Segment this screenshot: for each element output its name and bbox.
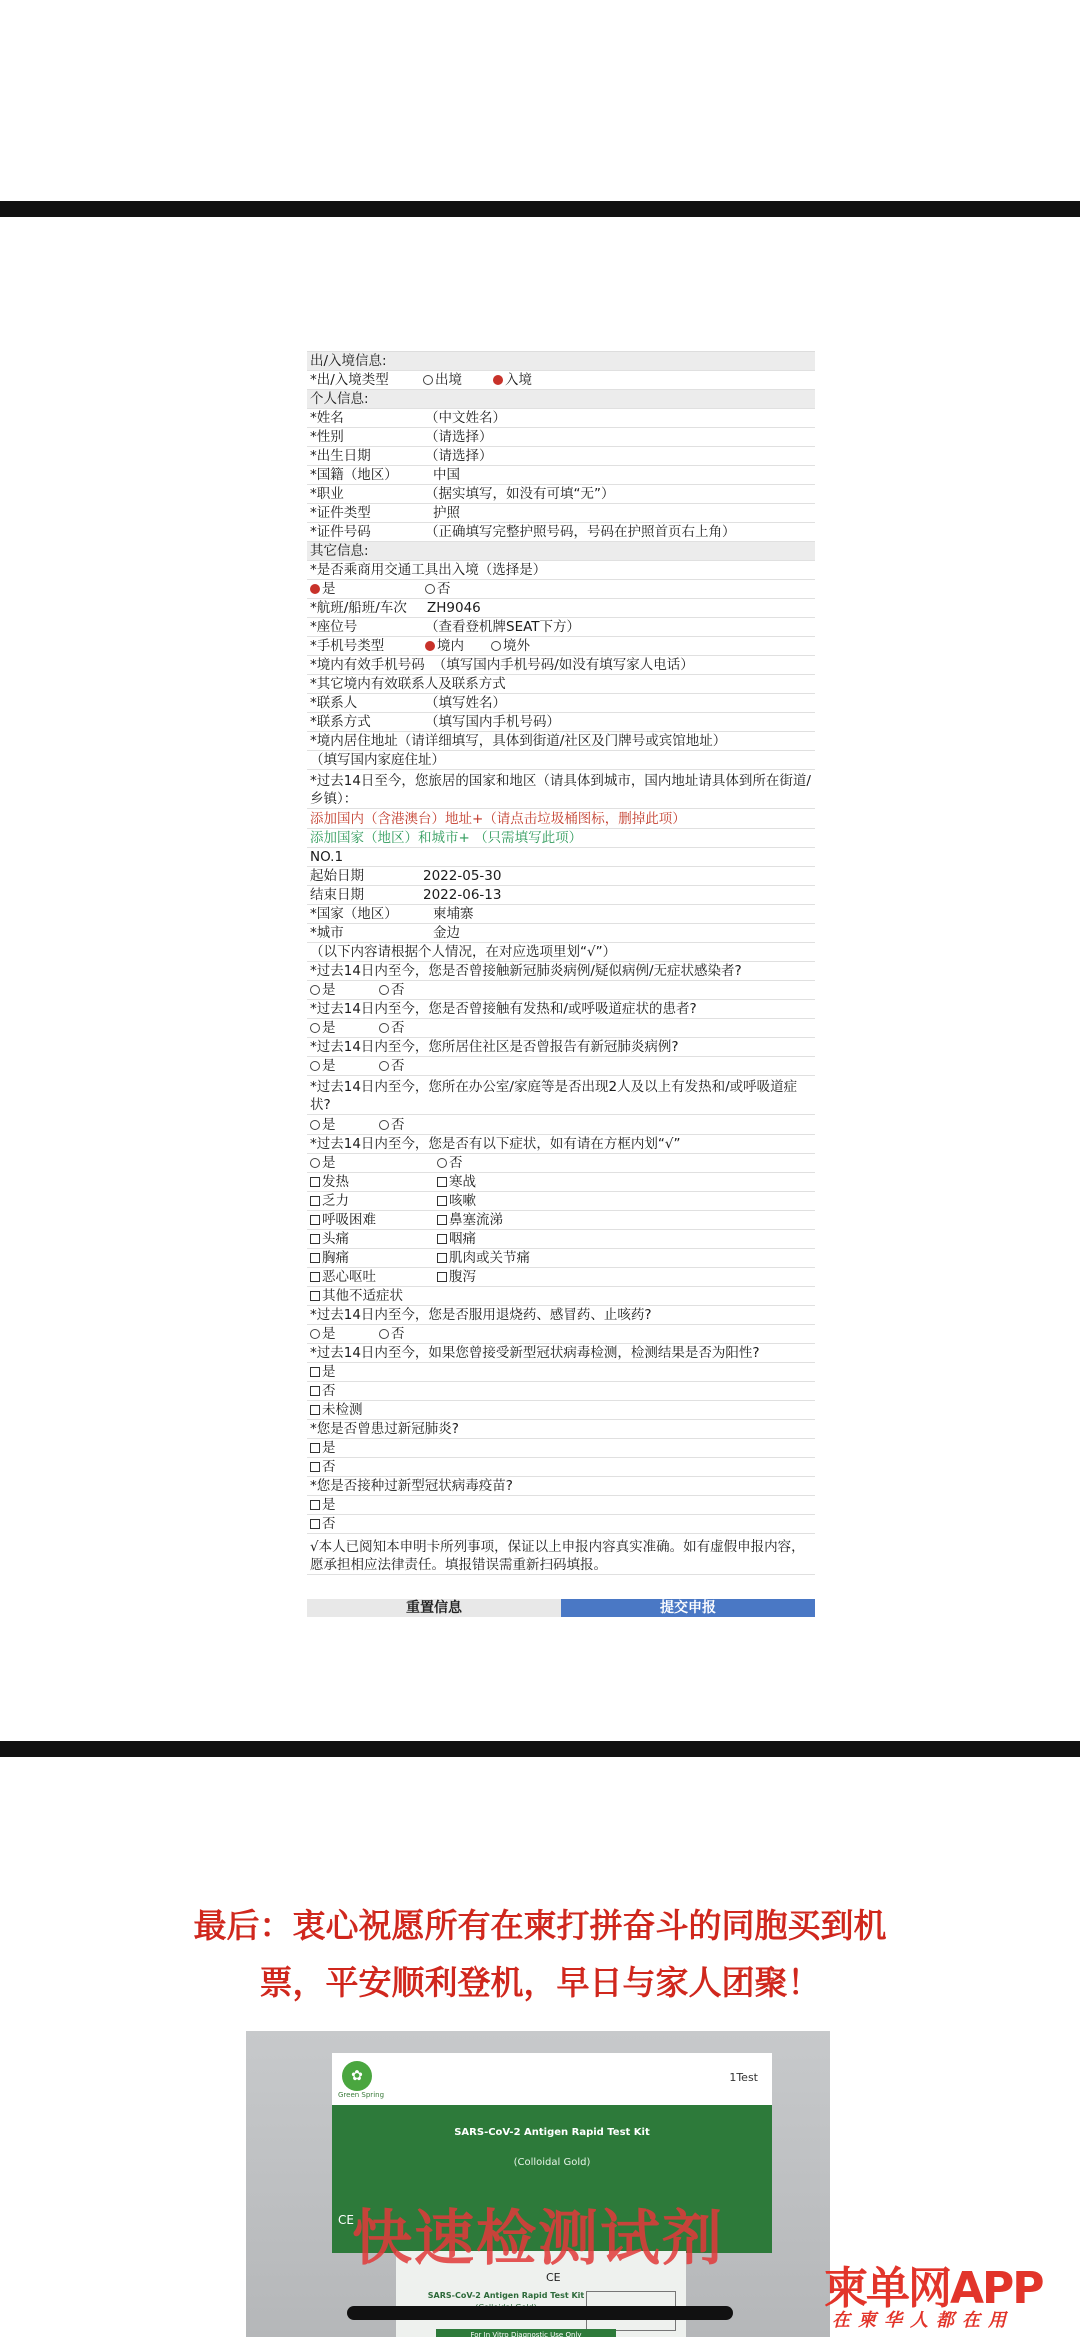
end-label: 结束日期 bbox=[310, 887, 364, 903]
contact-person-hint: （填写姓名） bbox=[425, 695, 506, 711]
checkbox-icon bbox=[310, 1291, 320, 1301]
row-divider bbox=[307, 1056, 815, 1057]
row-divider bbox=[307, 560, 815, 561]
row-divider bbox=[307, 617, 815, 618]
entry-out-label: 出境 bbox=[435, 372, 462, 388]
row-divider bbox=[307, 427, 815, 428]
row-divider bbox=[307, 1343, 815, 1344]
row-divider bbox=[307, 598, 815, 599]
radio-selected-icon bbox=[425, 641, 435, 651]
symptom-label: 呼吸困难 bbox=[322, 1212, 376, 1228]
symptom-chills[interactable] bbox=[437, 1173, 476, 1191]
country-value: 柬埔寨 bbox=[433, 906, 474, 922]
radio-icon bbox=[379, 1023, 389, 1033]
address-hint[interactable]: （填写国内家庭住址） bbox=[310, 752, 445, 768]
radio-icon bbox=[491, 641, 501, 651]
contact-section: *其它境内有效联系人及联系方式 bbox=[310, 676, 506, 692]
q1: *过去14日内至今，您是否曾接触新冠肺炎病例/疑似病例/无症状感染者? bbox=[310, 963, 742, 979]
q6: *过去14日内至今，您是否服用退烧药、感冒药、止咳药? bbox=[310, 1307, 652, 1323]
checkbox-icon bbox=[310, 1386, 320, 1396]
home-indicator[interactable] bbox=[347, 2306, 733, 2320]
row-divider bbox=[307, 1075, 815, 1076]
dob-hint: （请选择） bbox=[425, 448, 493, 464]
q1-yes-label: 是 bbox=[322, 982, 336, 998]
phone-domestic-option[interactable] bbox=[425, 637, 464, 655]
row-divider bbox=[307, 769, 815, 770]
country-row[interactable] bbox=[307, 905, 815, 923]
row-divider bbox=[307, 484, 815, 485]
kit-front-title: SARS-CoV-2 Antigen Rapid Test Kit bbox=[427, 2291, 585, 2300]
symptom-nausea[interactable] bbox=[310, 1269, 376, 1285]
q5-no[interactable] bbox=[437, 1154, 463, 1172]
q9: *您是否接种过新型冠状病毒疫苗? bbox=[310, 1478, 513, 1494]
start-label: 起始日期 bbox=[310, 868, 364, 884]
box-top-panel bbox=[332, 2053, 772, 2105]
row-divider bbox=[307, 1114, 815, 1115]
row-divider bbox=[307, 446, 815, 447]
radio-selected-icon bbox=[493, 375, 503, 385]
symptom-label: 头痛 bbox=[322, 1231, 349, 1247]
checkbox-icon bbox=[437, 1253, 447, 1263]
radio-icon bbox=[423, 375, 433, 385]
symptom-row bbox=[307, 1230, 815, 1248]
symptom-label: 咳嗽 bbox=[449, 1193, 476, 1209]
row-divider bbox=[307, 465, 815, 466]
radio-icon bbox=[379, 1120, 389, 1130]
row-divider bbox=[307, 1574, 815, 1575]
row-divider bbox=[307, 1362, 815, 1363]
radio-icon bbox=[379, 985, 389, 995]
q8-yes-label: 是 bbox=[322, 1440, 336, 1456]
q7-yes[interactable] bbox=[307, 1363, 815, 1381]
q6-no-label: 否 bbox=[391, 1326, 405, 1342]
contact-person-row[interactable] bbox=[307, 694, 815, 712]
radio-icon bbox=[425, 584, 435, 594]
phone-abroad-label: 境外 bbox=[503, 638, 530, 654]
row-divider bbox=[307, 1305, 815, 1306]
row-divider bbox=[307, 808, 815, 809]
row-divider bbox=[307, 1153, 815, 1154]
row-divider bbox=[307, 503, 815, 504]
q2-no-label: 否 bbox=[391, 1020, 405, 1036]
idno-row[interactable] bbox=[307, 523, 815, 541]
add-foreign-link[interactable]: 添加国家（地区）和城市+ （只需填写此项） bbox=[310, 830, 583, 846]
q5-yes-label: 是 bbox=[322, 1155, 336, 1171]
symptom-sore-throat[interactable] bbox=[437, 1230, 476, 1248]
q7-no-label: 否 bbox=[322, 1383, 336, 1399]
app-watermark-brand: 柬单网APP bbox=[824, 2263, 1043, 2314]
row-divider bbox=[307, 1037, 815, 1038]
symptom-label: 胸痛 bbox=[322, 1250, 349, 1266]
end-value: 2022-06-13 bbox=[423, 887, 502, 903]
row-divider bbox=[307, 1533, 815, 1534]
row-divider bbox=[307, 522, 815, 523]
q6-yes[interactable] bbox=[310, 1326, 336, 1342]
checkbox-icon bbox=[310, 1405, 320, 1415]
row-divider bbox=[307, 1324, 815, 1325]
phone-hint: （填写国内手机号码/如没有填写家人电话） bbox=[432, 657, 694, 673]
radio-selected-icon bbox=[310, 584, 320, 594]
health-note: （以下内容请根据个人情况，在对应选项里划“√”） bbox=[310, 944, 617, 960]
symptom-chest-pain[interactable] bbox=[310, 1250, 349, 1266]
entry-type-label: *出/入境类型 bbox=[310, 372, 389, 388]
checkbox-icon bbox=[310, 1215, 320, 1225]
idtype-row[interactable] bbox=[307, 504, 815, 522]
contact-person-label: *联系人 bbox=[310, 695, 358, 711]
q4-yes-label: 是 bbox=[322, 1117, 336, 1133]
q8-no[interactable] bbox=[307, 1458, 815, 1476]
phone-label: *境内有效手机号码 bbox=[310, 657, 425, 673]
checkbox-icon bbox=[310, 1253, 320, 1263]
row-divider bbox=[307, 1172, 815, 1173]
row-divider bbox=[307, 1229, 815, 1230]
flight-label: *航班/船班/车次 bbox=[310, 600, 407, 616]
declaration-text[interactable]: √本人已阅知本申明卡所列事项，保证以上申报内容真实准确。如有虚假申报内容，愿承担相应法律责任。填报错误需重新扫码填报。 bbox=[310, 1539, 805, 1573]
travel-question: *过去14日至今，您旅居的国家和地区（请具体到城市，国内地址请具体到所在街道/乡镇）： bbox=[310, 773, 811, 807]
section-personal: 个人信息: bbox=[307, 390, 815, 408]
rapid-test-overlay-text: 快速检测试剂 bbox=[352, 2204, 724, 2274]
row-divider bbox=[307, 655, 815, 656]
symptom-label: 肌肉或关节痛 bbox=[449, 1250, 530, 1266]
q4-options bbox=[307, 1116, 815, 1134]
entry-in-option[interactable] bbox=[493, 371, 532, 389]
q3: *过去14日内至今，您所居住社区是否曾报告有新冠肺炎病例? bbox=[310, 1039, 679, 1055]
nationality-row[interactable] bbox=[307, 466, 815, 484]
radio-icon bbox=[310, 1120, 320, 1130]
q2-yes[interactable] bbox=[310, 1020, 336, 1036]
row-divider bbox=[307, 885, 815, 886]
radio-icon bbox=[310, 1061, 320, 1071]
phone-type-label: *手机号类型 bbox=[310, 638, 385, 654]
idno-hint: （正确填写完整护照号码，号码在护照首页右上角） bbox=[425, 524, 736, 540]
row-divider bbox=[307, 370, 815, 371]
checkbox-icon bbox=[310, 1500, 320, 1510]
end-date-row[interactable] bbox=[307, 886, 815, 904]
row-divider bbox=[307, 389, 815, 390]
row-divider bbox=[307, 980, 815, 981]
transport-question: *是否乘商用交通工具出入境（选择是） bbox=[310, 562, 547, 578]
start-date-row[interactable] bbox=[307, 867, 815, 885]
city-row[interactable] bbox=[307, 924, 815, 942]
ce-mark: CE bbox=[546, 2271, 561, 2284]
transport-no-option[interactable] bbox=[425, 580, 451, 598]
entry-out-option[interactable] bbox=[423, 371, 462, 389]
radio-icon bbox=[379, 1061, 389, 1071]
nationality-value: 中国 bbox=[433, 467, 460, 483]
closing-message-line-1: 最后：衷心祝愿所有在柬打拼奋斗的同胞买到机 bbox=[193, 1906, 887, 1945]
radio-icon bbox=[310, 985, 320, 995]
q7-not-tested[interactable] bbox=[307, 1401, 815, 1419]
contact-method-row[interactable] bbox=[307, 713, 815, 731]
phone-abroad-option[interactable] bbox=[491, 637, 530, 655]
symptom-row bbox=[307, 1268, 815, 1286]
checkbox-icon bbox=[310, 1177, 320, 1187]
checkbox-icon bbox=[437, 1215, 447, 1225]
top-divider bbox=[0, 201, 1080, 217]
q2-yes-label: 是 bbox=[322, 1020, 336, 1036]
reset-button[interactable]: 重置信息 bbox=[307, 1599, 561, 1617]
symptom-label: 咽痛 bbox=[449, 1231, 476, 1247]
q3-yes[interactable] bbox=[310, 1058, 336, 1074]
checkbox-icon bbox=[437, 1196, 447, 1206]
radio-icon bbox=[310, 1023, 320, 1033]
idno-label: *证件号码 bbox=[310, 524, 371, 540]
transport-no-label: 否 bbox=[437, 581, 451, 597]
one-test-label: 1Test bbox=[729, 2071, 758, 2084]
occupation-hint: （据实填写，如没有可填“无”） bbox=[425, 486, 615, 502]
ce-mark: CE bbox=[338, 2213, 354, 2227]
q5: *过去14日内至今，您是否有以下症状，如有请在方框内划“√” bbox=[310, 1136, 681, 1152]
symptom-label: 鼻塞流涕 bbox=[449, 1212, 503, 1228]
row-divider bbox=[307, 1134, 815, 1135]
row-divider bbox=[307, 1248, 815, 1249]
seat-label: *座位号 bbox=[310, 619, 358, 635]
checkbox-icon bbox=[310, 1196, 320, 1206]
seat-hint: （查看登机牌SEAT下方） bbox=[425, 619, 581, 635]
symptom-cough[interactable] bbox=[437, 1192, 476, 1210]
symptom-row bbox=[307, 1173, 815, 1191]
occupation-label: *职业 bbox=[310, 486, 344, 502]
q6-yes-label: 是 bbox=[322, 1326, 336, 1342]
checkbox-icon bbox=[437, 1234, 447, 1244]
phone-domestic-label: 境内 bbox=[437, 638, 464, 654]
symptom-label: 其他不适症状 bbox=[322, 1288, 403, 1304]
row-divider bbox=[307, 828, 815, 829]
q9-yes[interactable] bbox=[307, 1496, 815, 1514]
row-divider bbox=[307, 1438, 815, 1439]
dob-label: *出生日期 bbox=[310, 448, 371, 464]
address-label: *境内居住地址（请详细填写，具体到街道/社区及门牌号或宾馆地址） bbox=[310, 733, 727, 749]
idtype-value: 护照 bbox=[433, 505, 460, 521]
row-divider bbox=[307, 750, 815, 751]
symptom-other[interactable] bbox=[307, 1287, 815, 1305]
q3-no-label: 否 bbox=[391, 1058, 405, 1074]
gender-hint: （请选择） bbox=[425, 429, 493, 445]
symptom-fever[interactable] bbox=[310, 1174, 349, 1190]
symptom-label: 乏力 bbox=[322, 1193, 349, 1209]
closing-message-line-2: 票，平安顺利登机，早日与家人团聚！ bbox=[259, 1963, 821, 2002]
kit-title: SARS-CoV-2 Antigen Rapid Test Kit bbox=[454, 2127, 650, 2138]
city-label: *城市 bbox=[310, 925, 344, 941]
ivd-strip: For In Vitro Diagnostic Use Only bbox=[436, 2329, 616, 2337]
q6-no[interactable] bbox=[379, 1325, 405, 1343]
q7-not-tested-label: 未检测 bbox=[322, 1402, 363, 1418]
radio-icon bbox=[310, 1158, 320, 1168]
idtype-label: *证件类型 bbox=[310, 505, 371, 521]
occupation-row[interactable] bbox=[307, 485, 815, 503]
row-divider bbox=[307, 923, 815, 924]
q4-yes[interactable] bbox=[310, 1117, 336, 1133]
q8: *您是否曾患过新冠肺炎? bbox=[310, 1421, 459, 1437]
symptom-headache[interactable] bbox=[310, 1231, 349, 1247]
row-divider bbox=[307, 847, 815, 848]
row-divider bbox=[307, 866, 815, 867]
symptom-row bbox=[307, 1249, 815, 1267]
dob-row[interactable] bbox=[307, 447, 815, 465]
symptom-diarrhea[interactable] bbox=[437, 1268, 476, 1286]
gender-row[interactable] bbox=[307, 428, 815, 446]
row-divider bbox=[307, 999, 815, 1000]
symptom-label: 腹泻 bbox=[449, 1269, 476, 1285]
q7-no[interactable] bbox=[307, 1382, 815, 1400]
country-label: *国家（地区） bbox=[310, 906, 398, 922]
row-divider bbox=[307, 731, 815, 732]
row-divider bbox=[307, 961, 815, 962]
q2-no[interactable] bbox=[379, 1019, 405, 1037]
symptom-breathing[interactable] bbox=[310, 1212, 376, 1228]
q1-options bbox=[307, 981, 815, 999]
row-divider bbox=[307, 674, 815, 675]
symptom-nasal[interactable] bbox=[437, 1211, 503, 1229]
submit-button[interactable]: 提交申报 bbox=[561, 1599, 815, 1617]
row-divider bbox=[307, 1514, 815, 1515]
add-domestic-link[interactable]: 添加国内（含港澳台）地址+（请点击垃圾桶图标，删掉此项） bbox=[310, 811, 686, 827]
row-divider bbox=[307, 1457, 815, 1458]
q1-yes[interactable] bbox=[310, 982, 336, 998]
q1-no-label: 否 bbox=[391, 982, 405, 998]
row-divider bbox=[307, 942, 815, 943]
name-label: *姓名 bbox=[310, 410, 344, 426]
row-divider bbox=[307, 408, 815, 409]
q4-no-label: 否 bbox=[391, 1117, 405, 1133]
checkbox-icon bbox=[437, 1272, 447, 1282]
name-row[interactable] bbox=[307, 409, 815, 427]
transport-yes-label: 是 bbox=[322, 581, 336, 597]
q7: *过去14日内至今，如果您曾接受新型冠状病毒检测，检测结果是否为阳性? bbox=[310, 1345, 760, 1361]
checkbox-icon bbox=[310, 1443, 320, 1453]
phone-row[interactable] bbox=[307, 656, 815, 674]
q2: *过去14日内至今，您是否曾接触有发热和/或呼吸道症状的患者? bbox=[310, 1001, 697, 1017]
kit-subtitle: (Colloidal Gold) bbox=[513, 2157, 591, 2168]
name-hint: （中文姓名） bbox=[425, 410, 506, 426]
q3-options bbox=[307, 1057, 815, 1075]
declaration-form-screenshot bbox=[307, 351, 815, 1616]
flight-row[interactable] bbox=[307, 599, 815, 617]
test-kit-photo bbox=[246, 2031, 830, 2337]
symptom-row bbox=[307, 1211, 815, 1229]
q9-yes-label: 是 bbox=[322, 1497, 336, 1513]
section-entry: 出/入境信息: bbox=[307, 352, 815, 370]
q3-no[interactable] bbox=[379, 1057, 405, 1075]
row-divider bbox=[307, 1381, 815, 1382]
row-divider bbox=[307, 904, 815, 905]
q2-options bbox=[307, 1019, 815, 1037]
checkbox-icon bbox=[310, 1234, 320, 1244]
row-divider bbox=[307, 693, 815, 694]
row-divider bbox=[307, 1210, 815, 1211]
q4: *过去14日内至今，您所在办公室/家庭等是否出现2人及以上有发热和/或呼吸道症状? bbox=[310, 1079, 798, 1113]
q6-options bbox=[307, 1325, 815, 1343]
q3-yes-label: 是 bbox=[322, 1058, 336, 1074]
brand-logo-text: Green Spring bbox=[338, 2091, 385, 2099]
symptom-label: 寒战 bbox=[449, 1174, 476, 1190]
start-value: 2022-05-30 bbox=[423, 868, 502, 884]
row-divider bbox=[307, 541, 815, 542]
checkbox-icon bbox=[310, 1367, 320, 1377]
leaf-logo-icon: ✿ bbox=[342, 2061, 372, 2091]
q9-no-label: 否 bbox=[322, 1516, 336, 1532]
symptom-fatigue[interactable] bbox=[310, 1193, 349, 1209]
symptom-row bbox=[307, 1192, 815, 1210]
phone-type-row bbox=[307, 637, 815, 655]
q4-no[interactable] bbox=[379, 1116, 405, 1134]
row-divider bbox=[307, 1286, 815, 1287]
row-divider bbox=[307, 1400, 815, 1401]
entry-in-label: 入境 bbox=[505, 372, 532, 388]
section-other: 其它信息: bbox=[307, 542, 815, 560]
row-divider bbox=[307, 1495, 815, 1496]
transport-options bbox=[307, 580, 815, 598]
transport-yes-option[interactable] bbox=[310, 581, 336, 597]
symptom-muscle-pain[interactable] bbox=[437, 1249, 530, 1267]
checkbox-icon bbox=[310, 1272, 320, 1282]
checkbox-icon bbox=[437, 1177, 447, 1187]
city-value: 金边 bbox=[433, 925, 460, 941]
q8-no-label: 否 bbox=[322, 1459, 336, 1475]
row-divider bbox=[307, 1191, 815, 1192]
entry-type-row bbox=[307, 371, 815, 389]
row-divider bbox=[307, 1419, 815, 1420]
radio-icon bbox=[310, 1329, 320, 1339]
q5-no-label: 否 bbox=[449, 1155, 463, 1171]
checkbox-icon bbox=[310, 1462, 320, 1472]
radio-icon bbox=[437, 1158, 447, 1168]
q8-yes[interactable] bbox=[307, 1439, 815, 1457]
row-divider bbox=[307, 636, 815, 637]
checkbox-icon bbox=[310, 1519, 320, 1529]
q5-options bbox=[307, 1154, 815, 1172]
contact-method-label: *联系方式 bbox=[310, 714, 371, 730]
nationality-label: *国籍（地区） bbox=[310, 467, 398, 483]
q5-yes[interactable] bbox=[310, 1155, 336, 1171]
row-divider bbox=[307, 1476, 815, 1477]
trip-no: NO.1 bbox=[310, 849, 344, 865]
app-watermark-slogan: 在柬华人都在用 bbox=[832, 2310, 1014, 2331]
q9-no[interactable] bbox=[307, 1515, 815, 1533]
flight-value: ZH9046 bbox=[427, 600, 481, 616]
row-divider bbox=[307, 712, 815, 713]
q7-yes-label: 是 bbox=[322, 1364, 336, 1380]
radio-icon bbox=[379, 1329, 389, 1339]
symptom-label: 恶心呕吐 bbox=[322, 1269, 376, 1285]
seat-row[interactable] bbox=[307, 618, 815, 636]
contact-method-hint: （填写国内手机号码） bbox=[425, 714, 560, 730]
q1-no[interactable] bbox=[379, 981, 405, 999]
symptom-label: 发热 bbox=[322, 1174, 349, 1190]
gender-label: *性别 bbox=[310, 429, 344, 445]
row-divider bbox=[307, 1267, 815, 1268]
row-divider bbox=[307, 579, 815, 580]
row-divider bbox=[307, 1018, 815, 1019]
middle-divider bbox=[0, 1741, 1080, 1757]
